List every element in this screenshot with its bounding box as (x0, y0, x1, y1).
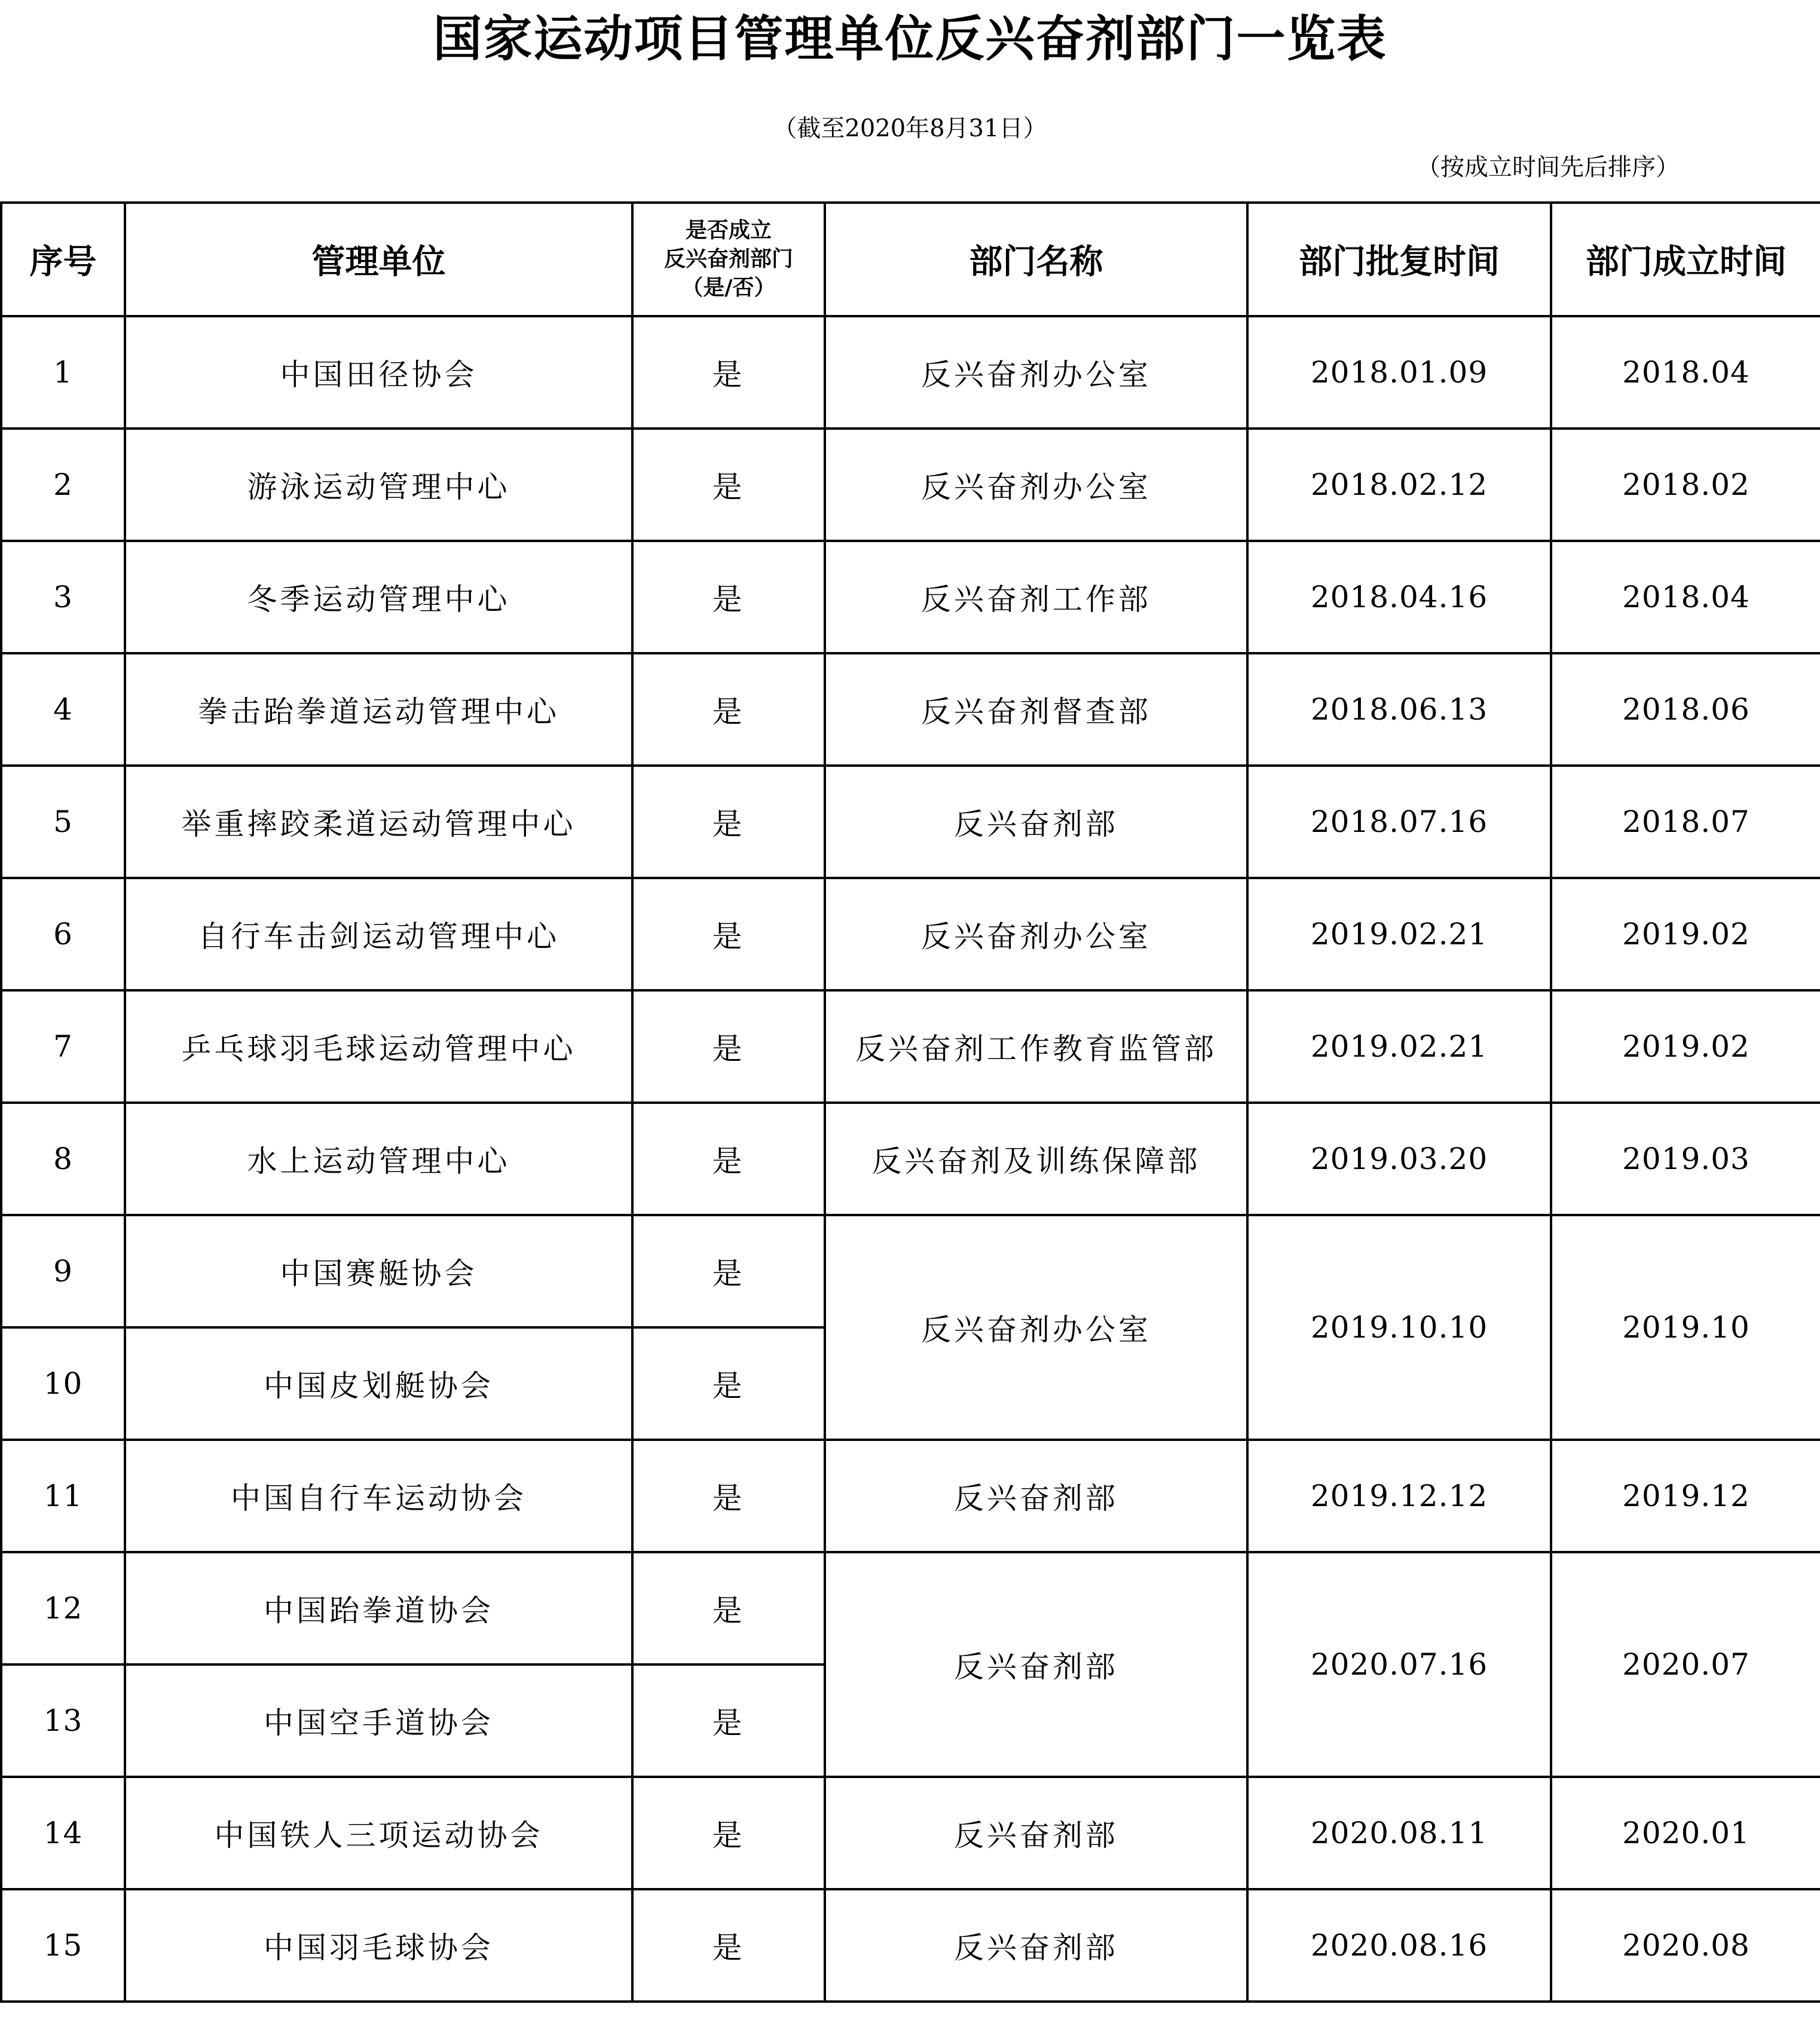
table-row (1, 1103, 1820, 1215)
header-established-date: 部门成立时间 (1551, 203, 1820, 316)
cell-seq: 14 (1, 1777, 125, 1889)
cell-established: 是 (632, 878, 825, 990)
cell-dept-name: 反兴奋剂工作部 (825, 541, 1247, 653)
cell-established: 是 (632, 1777, 825, 1889)
page-title: 国家运动项目管理单位反兴奋剂部门一览表 (433, 11, 1387, 68)
cell-approval-date: 2018.04.16 (1247, 541, 1551, 653)
cell-approval-date: 2019.02.21 (1247, 878, 1551, 990)
cell-dept-name: 反兴奋剂办公室 (825, 878, 1247, 990)
cell-established-date: 2018.04 (1551, 316, 1820, 429)
cell-established-date: 2019.02 (1551, 990, 1820, 1103)
cell-approval-date: 2018.01.09 (1247, 316, 1551, 429)
cell-seq: 6 (1, 878, 125, 990)
cell-approval-date: 2020.08.11 (1247, 1777, 1551, 1889)
cell-established: 是 (632, 1440, 825, 1552)
cell-dept-name: 反兴奋剂及训练保障部 (825, 1103, 1247, 1215)
cell-dept-name: 反兴奋剂工作教育监管部 (825, 990, 1247, 1103)
cell-seq: 15 (1, 1889, 125, 2002)
cell-established: 是 (632, 653, 825, 766)
cell-established: 是 (632, 1889, 825, 2002)
cell-seq: 4 (1, 653, 125, 766)
cell-established: 是 (632, 1103, 825, 1215)
header-approval-date: 部门批复时间 (1247, 203, 1551, 316)
cell-unit: 自行车击剑运动管理中心 (125, 878, 632, 990)
cell-seq: 2 (1, 429, 125, 541)
cell-dept-name: 反兴奋剂部 (825, 1889, 1247, 2002)
cell-approval-date: 2020.08.16 (1247, 1889, 1551, 2002)
cell-approval-date: 2019.02.21 (1247, 990, 1551, 1103)
table-header-row (1, 203, 1820, 316)
cell-established-date: 2020.07 (1551, 1552, 1820, 1777)
cell-established-date: 2018.02 (1551, 429, 1820, 541)
cell-dept-name: 反兴奋剂办公室 (825, 316, 1247, 429)
cell-approval-date: 2018.02.12 (1247, 429, 1551, 541)
table-row (1, 1777, 1820, 1889)
cell-seq: 1 (1, 316, 125, 429)
cell-established-date: 2019.12 (1551, 1440, 1820, 1552)
cell-established-date: 2019.02 (1551, 878, 1820, 990)
cell-dept-name: 反兴奋剂督查部 (825, 653, 1247, 766)
table-row (1, 541, 1820, 653)
cell-unit: 中国羽毛球协会 (125, 1889, 632, 2002)
cell-seq: 7 (1, 990, 125, 1103)
header-dept-name: 部门名称 (825, 203, 1247, 316)
cell-established: 是 (632, 1664, 825, 1777)
cell-unit: 中国空手道协会 (125, 1664, 632, 1777)
cell-dept-name: 反兴奋剂办公室 (825, 1215, 1247, 1440)
cell-established: 是 (632, 429, 825, 541)
cell-unit: 乒乓球羽毛球运动管理中心 (125, 990, 632, 1103)
cell-unit: 中国赛艇协会 (125, 1215, 632, 1327)
cell-seq: 13 (1, 1664, 125, 1777)
table-row (1, 878, 1820, 990)
cell-established-date: 2018.07 (1551, 766, 1820, 878)
cell-dept-name: 反兴奋剂部 (825, 1440, 1247, 1552)
cell-seq: 11 (1, 1440, 125, 1552)
cell-dept-name: 反兴奋剂部 (825, 1777, 1247, 1889)
department-table (0, 201, 1820, 2003)
header-seq: 序号 (1, 203, 125, 316)
cell-unit: 中国自行车运动协会 (125, 1440, 632, 1552)
cell-seq: 3 (1, 541, 125, 653)
cell-seq: 9 (1, 1215, 125, 1327)
cell-unit: 中国铁人三项运动协会 (125, 1777, 632, 1889)
table-row (1, 1889, 1820, 2002)
cell-established-date: 2019.03 (1551, 1103, 1820, 1215)
header-established-line3: （是/否） (681, 276, 776, 300)
cell-approval-date: 2018.06.13 (1247, 653, 1551, 766)
cell-seq: 5 (1, 766, 125, 878)
cell-unit: 中国跆拳道协会 (125, 1552, 632, 1664)
cell-seq: 8 (1, 1103, 125, 1215)
table-row (1, 1215, 1820, 1327)
header-established (632, 203, 825, 316)
cell-approval-date: 2018.07.16 (1247, 766, 1551, 878)
cell-seq: 10 (1, 1327, 125, 1440)
cell-approval-date: 2019.10.10 (1247, 1215, 1551, 1440)
header-established-line1: 是否成立 (685, 218, 772, 243)
table-row (1, 1552, 1820, 1664)
cell-established-date: 2018.04 (1551, 541, 1820, 653)
cell-unit: 水上运动管理中心 (125, 1103, 632, 1215)
table-row (1, 653, 1820, 766)
cell-established: 是 (632, 766, 825, 878)
header-established-line2: 反兴奋剂部门 (663, 247, 793, 271)
header-unit: 管理单位 (125, 203, 632, 316)
cell-established-date: 2020.01 (1551, 1777, 1820, 1889)
table-row (1, 990, 1820, 1103)
cell-established-date: 2019.10 (1551, 1215, 1820, 1440)
cell-dept-name: 反兴奋剂部 (825, 766, 1247, 878)
table-row (1, 766, 1820, 878)
cell-approval-date: 2019.12.12 (1247, 1440, 1551, 1552)
cell-unit: 游泳运动管理中心 (125, 429, 632, 541)
cell-established-date: 2018.06 (1551, 653, 1820, 766)
cell-dept-name: 反兴奋剂办公室 (825, 429, 1247, 541)
cell-seq: 12 (1, 1552, 125, 1664)
cell-unit: 中国田径协会 (125, 316, 632, 429)
cell-unit: 冬季运动管理中心 (125, 541, 632, 653)
cell-approval-date: 2020.07.16 (1247, 1552, 1551, 1777)
sort-order-note: （按成立时间先后排序） (1417, 154, 1680, 181)
table-row (1, 1440, 1820, 1552)
cell-established: 是 (632, 990, 825, 1103)
cell-established: 是 (632, 316, 825, 429)
cell-established: 是 (632, 1552, 825, 1664)
cell-unit: 举重摔跤柔道运动管理中心 (125, 766, 632, 878)
table-row (1, 316, 1820, 429)
cell-established-date: 2020.08 (1551, 1889, 1820, 2002)
cell-dept-name: 反兴奋剂部 (825, 1552, 1247, 1777)
table-row (1, 429, 1820, 541)
cell-established: 是 (632, 541, 825, 653)
cell-unit: 拳击跆拳道运动管理中心 (125, 653, 632, 766)
cell-established: 是 (632, 1215, 825, 1327)
cell-approval-date: 2019.03.20 (1247, 1103, 1551, 1215)
cutoff-date-note: （截至2020年8月31日） (773, 115, 1047, 142)
cell-established: 是 (632, 1327, 825, 1440)
cell-unit: 中国皮划艇协会 (125, 1327, 632, 1440)
